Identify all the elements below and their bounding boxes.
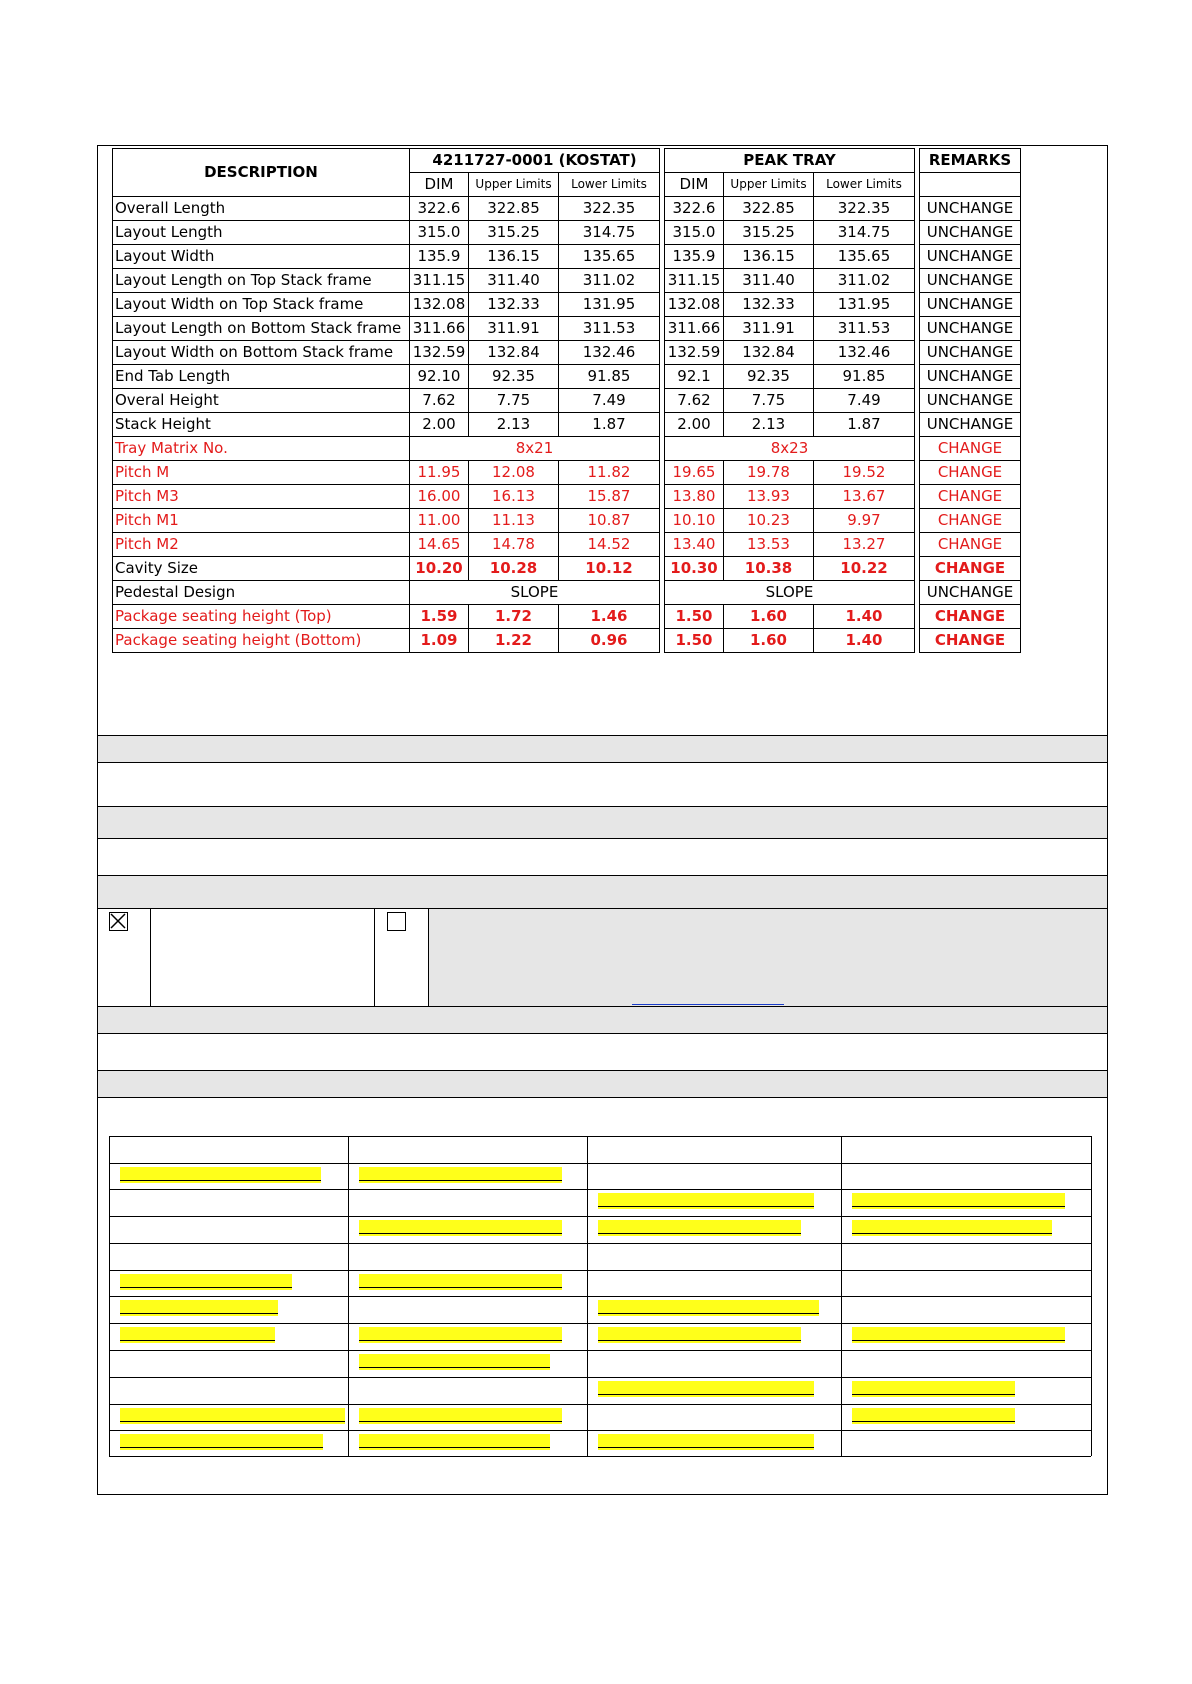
peak-value: 92.35 <box>724 365 814 389</box>
redacted-highlight <box>120 1434 323 1450</box>
kostat-value: 10.87 <box>559 509 660 533</box>
kostat-value: 311.40 <box>469 269 559 293</box>
peak-value: 7.75 <box>724 389 814 413</box>
kostat-value: 322.6 <box>410 197 469 221</box>
remark-value: CHANGE <box>920 485 1021 509</box>
grid-row-line <box>109 1350 1091 1351</box>
subheader-upper: Upper Limits <box>724 173 814 197</box>
kostat-value: 311.53 <box>559 317 660 341</box>
row-description: Overall Length <box>113 197 410 221</box>
kostat-value: 92.35 <box>469 365 559 389</box>
remark-value: UNCHANGE <box>920 317 1021 341</box>
redacted-highlight <box>120 1274 292 1290</box>
kostat-value: 11.95 <box>410 461 469 485</box>
grid-row-line <box>109 1270 1091 1271</box>
peak-value: 13.27 <box>814 533 915 557</box>
header-remarks: REMARKS <box>920 149 1021 173</box>
section-bar <box>98 735 1107 763</box>
redacted-grid <box>109 1136 1091 1456</box>
spec-row <box>113 533 1021 557</box>
spec-row <box>113 605 1021 629</box>
peak-value: 1.60 <box>724 629 814 653</box>
peak-value: 91.85 <box>814 365 915 389</box>
spec-row <box>113 365 1021 389</box>
section-bar <box>98 875 1107 909</box>
kostat-value: 322.85 <box>469 197 559 221</box>
peak-value: 311.40 <box>724 269 814 293</box>
subheader-lower: Lower Limits <box>814 173 915 197</box>
peak-value: 19.52 <box>814 461 915 485</box>
peak-value: 10.10 <box>665 509 724 533</box>
remark-value: UNCHANGE <box>920 341 1021 365</box>
remark-value: UNCHANGE <box>920 581 1021 605</box>
kostat-value: 322.35 <box>559 197 660 221</box>
section-bar <box>98 1070 1107 1098</box>
remark-value: CHANGE <box>920 509 1021 533</box>
spec-row <box>113 245 1021 269</box>
kostat-value: 136.15 <box>469 245 559 269</box>
row-description: Pitch M <box>113 461 410 485</box>
kostat-value: 1.72 <box>469 605 559 629</box>
peak-value: 2.00 <box>665 413 724 437</box>
row-description: Layout Width on Top Stack frame <box>113 293 410 317</box>
kostat-value: 132.59 <box>410 341 469 365</box>
spec-row <box>113 485 1021 509</box>
peak-value: 1.40 <box>814 629 915 653</box>
checkbox-unchecked[interactable] <box>387 912 406 931</box>
spec-row <box>113 413 1021 437</box>
row-description: Layout Length on Bottom Stack frame <box>113 317 410 341</box>
kostat-value: 0.96 <box>559 629 660 653</box>
kostat-value: 7.49 <box>559 389 660 413</box>
link-underline[interactable] <box>632 1004 784 1005</box>
peak-value: 2.13 <box>724 413 814 437</box>
peak-value: 311.02 <box>814 269 915 293</box>
redacted-highlight <box>598 1300 819 1316</box>
spec-row <box>113 581 1021 605</box>
spec-comparison-table <box>112 148 1021 653</box>
row-description: Pitch M1 <box>113 509 410 533</box>
grid-row-line <box>109 1377 1091 1378</box>
remark-value: CHANGE <box>920 557 1021 581</box>
grid-row-line <box>109 1163 1091 1164</box>
kostat-value: 1.59 <box>410 605 469 629</box>
peak-value: 1.50 <box>665 629 724 653</box>
spec-row <box>113 461 1021 485</box>
section-row <box>98 839 1107 876</box>
redacted-highlight <box>852 1193 1065 1209</box>
remark-value: UNCHANGE <box>920 269 1021 293</box>
grid-row-line <box>109 1243 1091 1244</box>
kostat-value: 132.46 <box>559 341 660 365</box>
spec-row <box>113 293 1021 317</box>
spec-row <box>113 557 1021 581</box>
kostat-value: 16.13 <box>469 485 559 509</box>
kostat-value: 91.85 <box>559 365 660 389</box>
remark-value: UNCHANGE <box>920 197 1021 221</box>
kostat-value: 11.00 <box>410 509 469 533</box>
kostat-value: 16.00 <box>410 485 469 509</box>
merged-value: 8x23 <box>665 437 915 461</box>
kostat-value: 315.25 <box>469 221 559 245</box>
kostat-value: 10.20 <box>410 557 469 581</box>
grid-row-line <box>109 1136 1091 1137</box>
grid-row-line <box>109 1404 1091 1405</box>
peak-value: 131.95 <box>814 293 915 317</box>
redacted-highlight <box>120 1167 321 1183</box>
subheader-lower: Lower Limits <box>559 173 660 197</box>
row-description: Pitch M3 <box>113 485 410 509</box>
redacted-highlight <box>120 1408 345 1424</box>
spec-row <box>113 221 1021 245</box>
peak-value: 311.66 <box>665 317 724 341</box>
grid-row-line <box>109 1323 1091 1324</box>
kostat-value: 15.87 <box>559 485 660 509</box>
redacted-highlight <box>359 1274 562 1290</box>
kostat-value: 2.00 <box>410 413 469 437</box>
kostat-value: 135.9 <box>410 245 469 269</box>
redacted-highlight <box>359 1167 562 1183</box>
grid-row-line <box>109 1430 1091 1431</box>
peak-value: 322.6 <box>665 197 724 221</box>
section-bar <box>98 806 1107 839</box>
subheader-upper: Upper Limits <box>469 173 559 197</box>
spec-row <box>113 629 1021 653</box>
redacted-highlight <box>598 1327 801 1343</box>
spec-row <box>113 197 1021 221</box>
merged-value: SLOPE <box>665 581 915 605</box>
header-description: DESCRIPTION <box>113 149 410 197</box>
kostat-value: 14.65 <box>410 533 469 557</box>
kostat-value: 7.62 <box>410 389 469 413</box>
peak-value: 311.53 <box>814 317 915 341</box>
kostat-value: 14.52 <box>559 533 660 557</box>
kostat-value: 311.02 <box>559 269 660 293</box>
redacted-highlight <box>598 1220 801 1236</box>
kostat-value: 315.0 <box>410 221 469 245</box>
peak-value: 315.0 <box>665 221 724 245</box>
redacted-highlight <box>598 1193 814 1209</box>
redacted-highlight <box>120 1300 278 1316</box>
peak-value: 132.08 <box>665 293 724 317</box>
remark-value: CHANGE <box>920 533 1021 557</box>
row-description: Overal Height <box>113 389 410 413</box>
kostat-value: 14.78 <box>469 533 559 557</box>
kostat-value: 311.91 <box>469 317 559 341</box>
header-peak-tray: PEAK TRAY <box>665 149 915 173</box>
peak-value: 7.62 <box>665 389 724 413</box>
subheader-dim: DIM <box>410 173 469 197</box>
peak-value: 132.59 <box>665 341 724 365</box>
row-description: Layout Length <box>113 221 410 245</box>
kostat-value: 311.66 <box>410 317 469 341</box>
peak-value: 10.22 <box>814 557 915 581</box>
kostat-value: 1.22 <box>469 629 559 653</box>
peak-value: 1.60 <box>724 605 814 629</box>
checkbox-checked[interactable] <box>109 912 128 931</box>
kostat-value: 92.10 <box>410 365 469 389</box>
remark-value: UNCHANGE <box>920 389 1021 413</box>
peak-value: 10.30 <box>665 557 724 581</box>
row-description: Pitch M2 <box>113 533 410 557</box>
redacted-highlight <box>359 1220 562 1236</box>
spec-row <box>113 269 1021 293</box>
spec-row <box>113 509 1021 533</box>
grid-row-line <box>109 1216 1091 1217</box>
row-description: Stack Height <box>113 413 410 437</box>
peak-value: 314.75 <box>814 221 915 245</box>
kostat-value: 131.95 <box>559 293 660 317</box>
remark-value: UNCHANGE <box>920 221 1021 245</box>
peak-value: 1.50 <box>665 605 724 629</box>
peak-value: 92.1 <box>665 365 724 389</box>
peak-value: 13.93 <box>724 485 814 509</box>
kostat-value: 311.15 <box>410 269 469 293</box>
grid-col-line <box>841 1136 842 1456</box>
redacted-highlight <box>598 1434 814 1450</box>
kostat-value: 132.08 <box>410 293 469 317</box>
redacted-highlight <box>598 1381 814 1397</box>
section-row <box>98 763 1107 807</box>
spec-row <box>113 437 1021 461</box>
row-description: Pedestal Design <box>113 581 410 605</box>
section-bar <box>98 1006 1107 1034</box>
kostat-value: 7.75 <box>469 389 559 413</box>
grid-col-line <box>109 1136 110 1456</box>
peak-value: 136.15 <box>724 245 814 269</box>
peak-value: 135.9 <box>665 245 724 269</box>
peak-value: 10.38 <box>724 557 814 581</box>
kostat-value: 1.87 <box>559 413 660 437</box>
spec-row <box>113 341 1021 365</box>
remark-value: UNCHANGE <box>920 245 1021 269</box>
remark-value: CHANGE <box>920 629 1021 653</box>
kostat-value: 132.84 <box>469 341 559 365</box>
peak-value: 13.67 <box>814 485 915 509</box>
section-row <box>98 1034 1107 1071</box>
redacted-highlight <box>852 1381 1015 1397</box>
row-description: End Tab Length <box>113 365 410 389</box>
row-description: Layout Length on Top Stack frame <box>113 269 410 293</box>
peak-value: 19.65 <box>665 461 724 485</box>
header-kostat: 4211727-0001 (KOSTAT) <box>410 149 660 173</box>
merged-value: 8x21 <box>410 437 660 461</box>
row-description: Layout Width on Bottom Stack frame <box>113 341 410 365</box>
subheader-dim: DIM <box>665 173 724 197</box>
kostat-value: 11.82 <box>559 461 660 485</box>
kostat-value: 135.65 <box>559 245 660 269</box>
grid-col-line <box>587 1136 588 1456</box>
peak-value: 7.49 <box>814 389 915 413</box>
x-mark-icon <box>110 913 126 929</box>
peak-value: 311.15 <box>665 269 724 293</box>
peak-value: 322.35 <box>814 197 915 221</box>
redacted-highlight <box>359 1434 550 1450</box>
remark-value: CHANGE <box>920 461 1021 485</box>
peak-value: 132.33 <box>724 293 814 317</box>
row-description: Layout Width <box>113 245 410 269</box>
peak-value: 132.84 <box>724 341 814 365</box>
peak-value: 9.97 <box>814 509 915 533</box>
peak-value: 315.25 <box>724 221 814 245</box>
grid-col-line <box>1091 1136 1092 1456</box>
row-description: Package seating height (Top) <box>113 605 410 629</box>
spec-row <box>113 317 1021 341</box>
peak-value: 13.40 <box>665 533 724 557</box>
grid-row-line <box>109 1296 1091 1297</box>
peak-value: 135.65 <box>814 245 915 269</box>
remark-value: CHANGE <box>920 605 1021 629</box>
spec-row <box>113 389 1021 413</box>
remark-value: UNCHANGE <box>920 293 1021 317</box>
redacted-highlight <box>852 1220 1052 1236</box>
peak-value: 322.85 <box>724 197 814 221</box>
kostat-value: 10.28 <box>469 557 559 581</box>
redacted-highlight <box>852 1408 1015 1424</box>
remark-value: UNCHANGE <box>920 413 1021 437</box>
peak-value: 311.91 <box>724 317 814 341</box>
row-description: Cavity Size <box>113 557 410 581</box>
peak-value: 13.53 <box>724 533 814 557</box>
peak-value: 1.40 <box>814 605 915 629</box>
redacted-highlight <box>120 1327 275 1343</box>
redacted-highlight <box>852 1327 1065 1343</box>
kostat-value: 10.12 <box>559 557 660 581</box>
kostat-value: 314.75 <box>559 221 660 245</box>
kostat-value: 132.33 <box>469 293 559 317</box>
kostat-value: 11.13 <box>469 509 559 533</box>
redacted-highlight <box>359 1327 562 1343</box>
grid-col-line <box>348 1136 349 1456</box>
peak-value: 10.23 <box>724 509 814 533</box>
checkbox-row <box>98 909 1107 1006</box>
peak-value: 1.87 <box>814 413 915 437</box>
row-description: Tray Matrix No. <box>113 437 410 461</box>
grid-row-line <box>109 1456 1091 1457</box>
remark-value: CHANGE <box>920 437 1021 461</box>
merged-value: SLOPE <box>410 581 660 605</box>
remark-value: UNCHANGE <box>920 365 1021 389</box>
kostat-value: 1.46 <box>559 605 660 629</box>
grid-row-line <box>109 1189 1091 1190</box>
row-description: Package seating height (Bottom) <box>113 629 410 653</box>
peak-value: 19.78 <box>724 461 814 485</box>
kostat-value: 2.13 <box>469 413 559 437</box>
kostat-value: 1.09 <box>410 629 469 653</box>
peak-value: 13.80 <box>665 485 724 509</box>
redacted-highlight <box>359 1408 562 1424</box>
kostat-value: 12.08 <box>469 461 559 485</box>
redacted-highlight <box>359 1354 550 1370</box>
peak-value: 132.46 <box>814 341 915 365</box>
